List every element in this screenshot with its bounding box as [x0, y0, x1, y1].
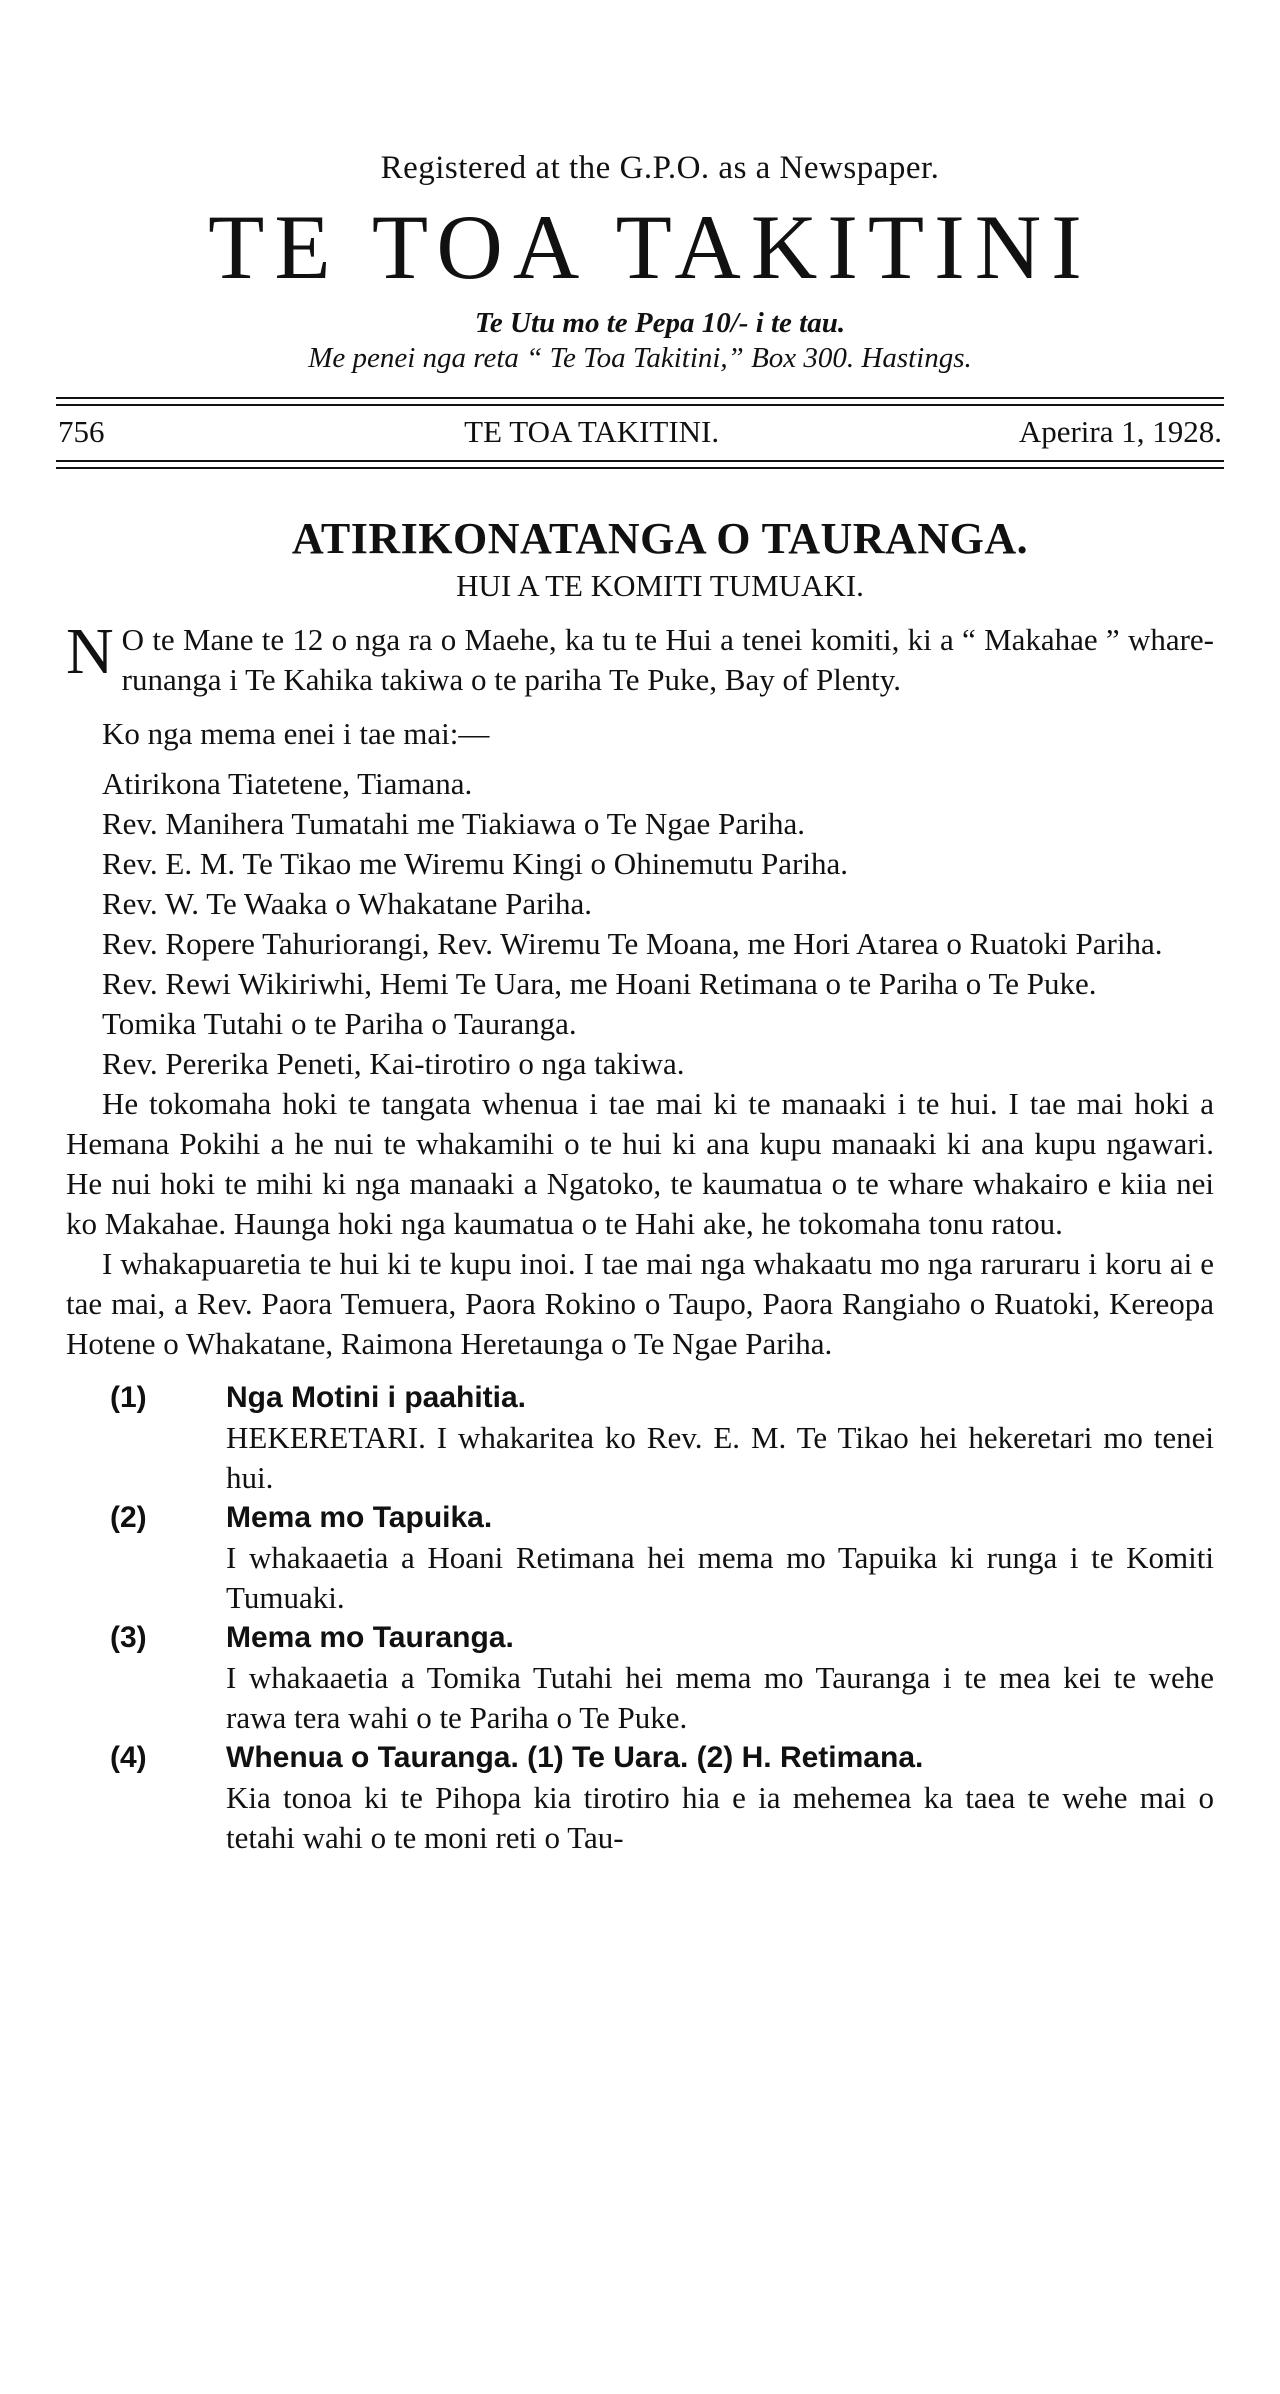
motion-item	[66, 1738, 1214, 1858]
motions-list	[66, 1378, 1214, 1858]
drop-cap: N	[66, 615, 114, 688]
member-line: Rev. Manihera Tumatahi me Tiakiawa o Te Ngae Pariha.	[102, 806, 805, 841]
motion-title: Whenua o Tauranga. (1) Te Uara. (2) H. Retimana.	[226, 1741, 924, 1774]
motion-item	[66, 1378, 1214, 1498]
address-line: Me penei nga reta “ Te Toa Takitini,” Box 300. Hastings.	[308, 342, 972, 374]
member-line: Rev. Rewi Wikiriwhi, Hemi Te Uara, me Hoani Retimana o te Pariha o Te Puke.	[102, 966, 1097, 1001]
article-body	[66, 615, 1214, 1364]
header-rule-top	[56, 397, 1224, 406]
motion-text: Kia tonoa ki te Pihopa kia tirotiro hia e ia mehemea ka taea te wehe mai o tetahi wahi o te moni reti o Tau-	[226, 1780, 1214, 1855]
registration-notice: Registered at the G.P.O. as a Newspaper.	[380, 150, 940, 186]
header-rule-bottom	[56, 460, 1224, 469]
article-subhead: HUI A TE KOMITI TUMUAKI.	[456, 568, 864, 603]
member-line: Rev. Pererika Peneti, Kai-tirotiro o nga takiwa.	[102, 1046, 685, 1081]
intro-text: O te Mane te 12 o nga ra o Maehe, ka tu te Hui a tenei komiti, ki a “ Makahae ” whare-runanga i Te Kahika takiwa o te pariha Te Puke, Bay of Plenty.	[121, 622, 1214, 697]
motion-number: (4)	[110, 1741, 147, 1774]
motion-title: Mema mo Tapuika.	[226, 1501, 493, 1534]
page-number: 756	[58, 414, 105, 449]
motion-title: Mema mo Tauranga.	[226, 1621, 514, 1654]
folio-paper-name: TE TOA TAKITINI.	[464, 414, 720, 449]
motion-item	[66, 1498, 1214, 1618]
member-line: Rev. Ropere Tahuriorangi, Rev. Wiremu Te Moana, me Hori Atarea o Ruatoki Pariha.	[102, 926, 1163, 961]
subscription-line: Te Utu mo te Pepa 10/- i te tau.	[474, 307, 846, 339]
motion-text: I whakaaetia a Hoani Retimana hei mema mo Tapuika ki runga i te Komiti Tumuaki.	[226, 1540, 1214, 1615]
motion-item	[66, 1618, 1214, 1738]
members-lead: Ko nga mema enei i tae mai:—	[102, 716, 490, 751]
motion-number: (2)	[110, 1501, 147, 1534]
article-headline: ATIRIKONATANGA O TAURANGA.	[291, 514, 1029, 563]
folio-line	[58, 406, 1222, 460]
hospitality-paragraph: He tokomaha hoki te tangata whenua i tae mai ki te manaaki i te hui. I tae mai hoki a Hemana Pokihi a he nui te whakamihi o te hui ki ana kupu manaaki ki ana kupu ngawari. He nui hoki te mihi ki nga manaaki a Ngatoko, te kaumatua o te whare whakairo e kiia nei ko Makahae. Haunga hoki nga kaumatua o te Hahi ake, he tokomaha tonu ratou.	[66, 1086, 1214, 1241]
motion-text: I whakaaetia a Tomika Tutahi hei mema mo Tauranga i te mea kei te wehe rawa tera wahi o te Pariha o Te Puke.	[226, 1660, 1214, 1735]
masthead-title: TE TOA TAKITINI	[208, 196, 1092, 298]
opening-paragraph: I whakapuaretia te hui ki te kupu inoi. I tae mai nga whakaatu mo nga raruraru i koru ai e tae mai, a Rev. Paora Temuera, Paora Rokino o Taupo, Paora Rangiaho o Ruatoki, Kereopa Hotene o Whakatane, Raimona Heretaunga o Te Ngae Pariha.	[66, 1246, 1214, 1361]
issue-date: Aperira 1, 1928.	[1018, 414, 1222, 449]
members-list	[66, 764, 1214, 1084]
member-line: Rev. W. Te Waaka o Whakatane Pariha.	[102, 886, 593, 921]
motion-number: (1)	[110, 1381, 147, 1414]
member-line: Rev. E. M. Te Tikao me Wiremu Kingi o Ohinemutu Pariha.	[102, 846, 848, 881]
member-line: Tomika Tutahi o te Pariha o Tauranga.	[102, 1006, 577, 1041]
motion-number: (3)	[110, 1621, 147, 1654]
intro-paragraph	[66, 615, 1214, 700]
motion-text: HEKERETARI. I whakaritea ko Rev. E. M. Te Tikao hei hekeretari mo tenei hui.	[226, 1420, 1214, 1495]
member-line: Atirikona Tiatetene, Tiamana.	[102, 766, 473, 801]
newspaper-page	[58, 150, 1222, 1858]
motion-title: Nga Motini i paahitia.	[226, 1381, 527, 1414]
